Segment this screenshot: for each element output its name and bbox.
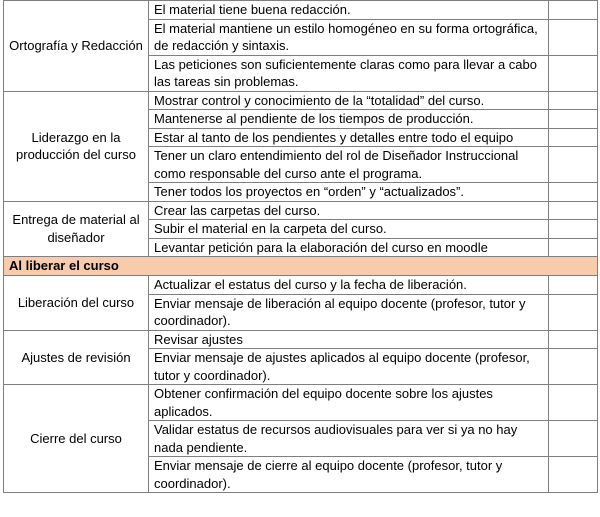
check-cell[interactable] <box>549 55 598 91</box>
check-cell[interactable] <box>549 183 598 202</box>
category-cell: Ortografía y Redacción <box>4 1 149 92</box>
category-cell: Cierre del curso <box>4 385 149 493</box>
table-row <box>4 201 598 220</box>
category-cell: Liderazgo en la producción del curso <box>4 91 149 201</box>
table-row <box>4 385 598 421</box>
check-cell[interactable] <box>549 19 598 55</box>
check-cell[interactable] <box>549 294 598 330</box>
checklist-table <box>3 0 598 493</box>
task-cell: Tener un claro entendimiento del rol de Diseñador Instruccional como responsable del curso ante el programa. <box>149 147 549 183</box>
task-cell: Subir el material en la carpeta del curso. <box>149 220 549 239</box>
check-cell[interactable] <box>549 1 598 20</box>
check-cell[interactable] <box>549 349 598 385</box>
task-cell: Mostrar control y conocimiento de la “totalidad” del curso. <box>149 91 549 110</box>
check-cell[interactable] <box>549 128 598 147</box>
table-row <box>4 330 598 349</box>
task-cell: El material tiene buena redacción. <box>149 1 549 20</box>
check-cell[interactable] <box>549 330 598 349</box>
task-cell: Crear las carpetas del curso. <box>149 201 549 220</box>
check-cell[interactable] <box>549 201 598 220</box>
task-cell: Las peticiones son suficientemente claras como para llevar a cabo las tareas sin problemas. <box>149 55 549 91</box>
task-cell: Enviar mensaje de ajustes aplicados al equipo docente (profesor, tutor y coordinador). <box>149 349 549 385</box>
category-cell: Liberación del curso <box>4 276 149 331</box>
task-cell: Enviar mensaje de cierre al equipo docente (profesor, tutor y coordinador). <box>149 457 549 493</box>
category-cell: Entrega de material al diseñador <box>4 201 149 257</box>
task-cell: Obtener confirmación del equipo docente sobre los ajustes aplicados. <box>149 385 549 421</box>
check-cell[interactable] <box>549 276 598 295</box>
task-cell: El material mantiene un estilo homogéneo en su forma ortográfica, de redacción y sintaxis. <box>149 19 549 55</box>
section-header-row <box>4 257 598 276</box>
task-cell: Validar estatus de recursos audiovisuales para ver si ya no hay nada pendiente. <box>149 421 549 457</box>
check-cell[interactable] <box>549 385 598 421</box>
task-cell: Estar al tanto de los pendientes y detalles entre todo el equipo <box>149 128 549 147</box>
check-cell[interactable] <box>549 147 598 183</box>
check-cell[interactable] <box>549 91 598 110</box>
check-cell[interactable] <box>549 421 598 457</box>
task-cell: Revisar ajustes <box>149 330 549 349</box>
task-cell: Mantenerse al pendiente de los tiempos de producción. <box>149 110 549 129</box>
task-cell: Actualizar el estatus del curso y la fecha de liberación. <box>149 276 549 295</box>
check-cell[interactable] <box>549 238 598 257</box>
table-row <box>4 91 598 110</box>
category-cell: Ajustes de revisión <box>4 330 149 385</box>
task-cell: Enviar mensaje de liberación al equipo docente (profesor, tutor y coordinador). <box>149 294 549 330</box>
check-cell[interactable] <box>549 220 598 239</box>
check-cell[interactable] <box>549 110 598 129</box>
section-header: Al liberar el curso <box>4 257 598 276</box>
task-cell: Levantar petición para la elaboración del curso en moodle <box>149 238 549 257</box>
table-row <box>4 1 598 20</box>
task-cell: Tener todos los proyectos en “orden” y “actualizados”. <box>149 183 549 202</box>
check-cell[interactable] <box>549 457 598 493</box>
table-row <box>4 276 598 295</box>
